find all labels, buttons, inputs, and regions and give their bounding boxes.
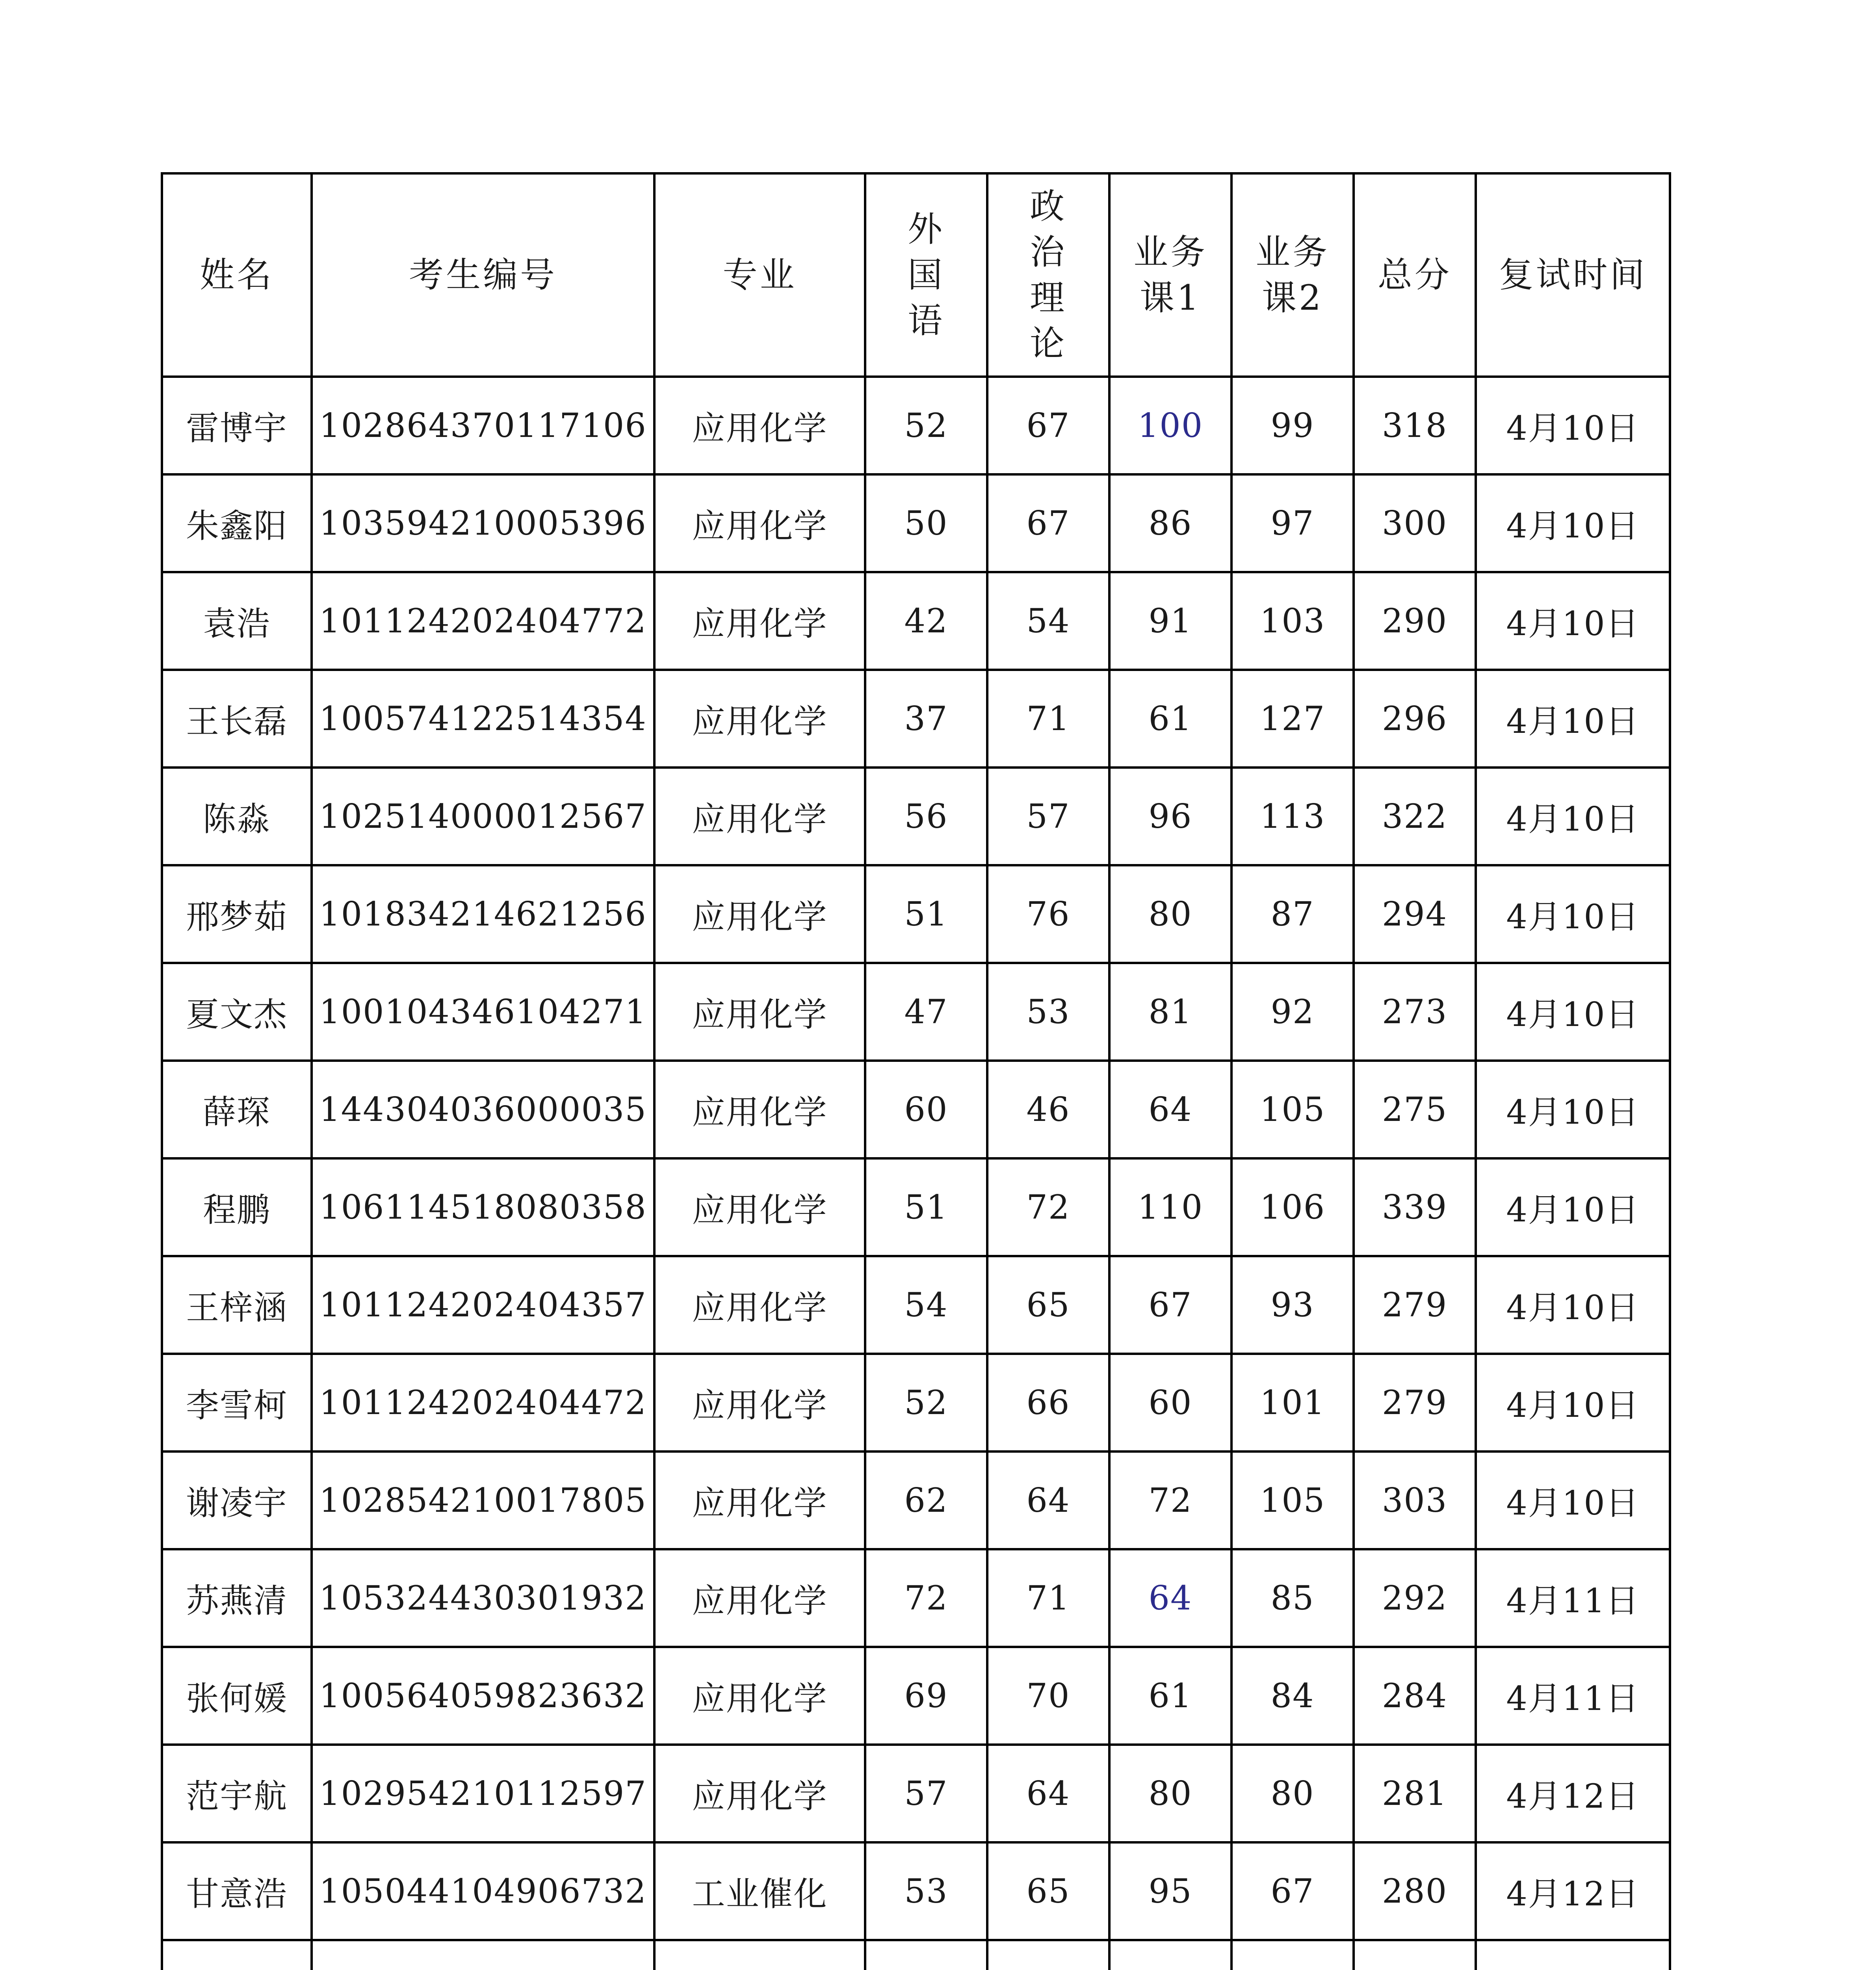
table-row [162, 768, 1670, 865]
cell-total: 303 [1354, 1451, 1476, 1549]
table-row [162, 1451, 1670, 1549]
table-row [162, 865, 1670, 963]
cell-politics: 64 [987, 1451, 1109, 1549]
cell-foreign-language: 52 [865, 377, 987, 474]
cell-course-2: 80 [1231, 1745, 1354, 1842]
cell-course-2: 67 [1231, 1842, 1354, 1940]
cell-total: 300 [1354, 474, 1476, 572]
cell-course-2: 87 [1231, 865, 1354, 963]
cell-course-1: 91 [1109, 572, 1231, 670]
cell-course-2: 105 [1231, 1451, 1354, 1549]
cell-candidate-id: 100574122514354 [312, 670, 654, 768]
cell-candidate-id: 102514000012567 [312, 768, 654, 865]
score-sheet [161, 172, 1671, 1970]
cell-candidate-id: 100564059823632 [312, 1647, 654, 1745]
cell-candidate-id: 106114518080358 [312, 1158, 654, 1256]
header-course-1 [1109, 173, 1231, 377]
header-course-1-text: 业务课1 [1133, 232, 1207, 318]
cell-name: 张何媛 [162, 1647, 312, 1745]
cell-politics: 71 [987, 1549, 1109, 1647]
cell-retest-date: 4月10日 [1476, 474, 1670, 572]
table-row [162, 1256, 1670, 1354]
cell-name: 苏燕清 [162, 1549, 312, 1647]
header-foreign-language [865, 173, 987, 377]
cell-retest-date: 4月10日 [1476, 963, 1670, 1061]
cell-total: 284 [1354, 1647, 1476, 1745]
cell-major: 应用化学 [654, 670, 865, 768]
cell-candidate-id: 105324430301932 [312, 1549, 654, 1647]
cell-major: 应用化学 [654, 1354, 865, 1451]
cell-foreign-language: 60 [865, 1061, 987, 1158]
admission-score-table [161, 172, 1671, 1970]
cell-total: 280 [1354, 1842, 1476, 1940]
table-row [162, 1647, 1670, 1745]
cell-major: 应用化学 [654, 1158, 865, 1256]
cell-retest-date: 4月10日 [1476, 572, 1670, 670]
table-row [162, 670, 1670, 768]
table-row [162, 1940, 1670, 1970]
cell-course-1: 96 [1109, 768, 1231, 865]
cell-politics: 54 [987, 572, 1109, 670]
cell-foreign-language: 69 [865, 1647, 987, 1745]
cell-name: 陈淼 [162, 768, 312, 865]
cell-name [162, 1940, 312, 1970]
table-row [162, 1158, 1670, 1256]
header-major: 专业 [654, 173, 865, 377]
cell-major: 应用化学 [654, 1061, 865, 1158]
cell-total [1354, 1940, 1476, 1970]
table-row [162, 1354, 1670, 1451]
cell-retest-date: 4月10日 [1476, 1061, 1670, 1158]
cell-major [654, 1940, 865, 1970]
cell-candidate-id: 103594210005396 [312, 474, 654, 572]
cell-foreign-language: 51 [865, 1158, 987, 1256]
table-row [162, 1842, 1670, 1940]
header-name: 姓名 [162, 173, 312, 377]
cell-name: 李雪柯 [162, 1354, 312, 1451]
cell-politics: 71 [987, 670, 1109, 768]
cell-major: 应用化学 [654, 377, 865, 474]
cell-candidate-id: 144304036000035 [312, 1061, 654, 1158]
cell-retest-date: 4月10日 [1476, 670, 1670, 768]
cell-politics: 46 [987, 1061, 1109, 1158]
header-course-2 [1231, 173, 1354, 377]
cell-course-2 [1231, 1940, 1354, 1970]
cell-candidate-id: 101834214621256 [312, 865, 654, 963]
cell-politics: 76 [987, 865, 1109, 963]
cell-course-1: 61 [1109, 670, 1231, 768]
cell-politics: 67 [987, 377, 1109, 474]
cell-total: 296 [1354, 670, 1476, 768]
cell-major: 应用化学 [654, 865, 865, 963]
table-row [162, 377, 1670, 474]
cell-politics: 72 [987, 1158, 1109, 1256]
cell-course-2: 93 [1231, 1256, 1354, 1354]
cell-name: 王梓涵 [162, 1256, 312, 1354]
cell-name: 朱鑫阳 [162, 474, 312, 572]
cell-candidate-id [312, 1940, 654, 1970]
cell-politics: 65 [987, 1842, 1109, 1940]
cell-politics: 65 [987, 1256, 1109, 1354]
header-row [162, 173, 1670, 377]
cell-retest-date: 4月12日 [1476, 1745, 1670, 1842]
header-course-2-text: 业务课2 [1255, 232, 1330, 318]
table-row [162, 474, 1670, 572]
cell-retest-date: 4月11日 [1476, 1549, 1670, 1647]
cell-total: 273 [1354, 963, 1476, 1061]
cell-retest-date: 4月10日 [1476, 1354, 1670, 1451]
cell-foreign-language: 42 [865, 572, 987, 670]
cell-total: 318 [1354, 377, 1476, 474]
cell-foreign-language: 56 [865, 768, 987, 865]
cell-candidate-id: 102954210112597 [312, 1745, 654, 1842]
cell-major: 工业催化 [654, 1842, 865, 1940]
cell-course-2: 103 [1231, 572, 1354, 670]
cell-major: 应用化学 [654, 1451, 865, 1549]
cell-retest-date: 4月10日 [1476, 377, 1670, 474]
cell-course-2: 127 [1231, 670, 1354, 768]
cell-foreign-language: 54 [865, 1256, 987, 1354]
cell-foreign-language: 57 [865, 1745, 987, 1842]
cell-retest-date: 4月10日 [1476, 1451, 1670, 1549]
cell-foreign-language: 51 [865, 865, 987, 963]
header-retest-date: 复试时间 [1476, 173, 1670, 377]
cell-retest-date: 4月10日 [1476, 768, 1670, 865]
cell-retest-date: 4月11日 [1476, 1647, 1670, 1745]
cell-course-1: 67 [1109, 1256, 1231, 1354]
cell-total: 275 [1354, 1061, 1476, 1158]
cell-politics: 67 [987, 474, 1109, 572]
header-candidate-id: 考生编号 [312, 173, 654, 377]
cell-politics: 64 [987, 1745, 1109, 1842]
cell-major: 应用化学 [654, 1647, 865, 1745]
cell-name: 夏文杰 [162, 963, 312, 1061]
cell-foreign-language: 50 [865, 474, 987, 572]
cell-course-1: 80 [1109, 1745, 1231, 1842]
cell-retest-date: 4月10日 [1476, 1158, 1670, 1256]
cell-foreign-language [865, 1940, 987, 1970]
cell-course-1 [1109, 1940, 1231, 1970]
cell-course-2: 113 [1231, 768, 1354, 865]
cell-name: 袁浩 [162, 572, 312, 670]
cell-name: 薛琛 [162, 1061, 312, 1158]
cell-course-1: 86 [1109, 474, 1231, 572]
cell-foreign-language: 52 [865, 1354, 987, 1451]
cell-name: 谢凌宇 [162, 1451, 312, 1549]
cell-retest-date: 4月12日 [1476, 1842, 1670, 1940]
cell-course-1: 110 [1109, 1158, 1231, 1256]
cell-politics: 57 [987, 768, 1109, 865]
cell-candidate-id: 102854210017805 [312, 1451, 654, 1549]
cell-course-2: 105 [1231, 1061, 1354, 1158]
cell-foreign-language: 53 [865, 1842, 987, 1940]
cell-foreign-language: 37 [865, 670, 987, 768]
cell-candidate-id: 102864370117106 [312, 377, 654, 474]
cell-politics: 53 [987, 963, 1109, 1061]
cell-major: 应用化学 [654, 1745, 865, 1842]
cell-course-1: 64 [1109, 1061, 1231, 1158]
cell-candidate-id: 105044104906732 [312, 1842, 654, 1940]
cell-course-2: 97 [1231, 474, 1354, 572]
cell-course-1: 72 [1109, 1451, 1231, 1549]
cell-candidate-id: 100104346104271 [312, 963, 654, 1061]
table-row [162, 1745, 1670, 1842]
cell-major: 应用化学 [654, 963, 865, 1061]
cell-course-1: 64 [1109, 1549, 1231, 1647]
cell-name: 范宇航 [162, 1745, 312, 1842]
cell-course-2: 99 [1231, 377, 1354, 474]
cell-total: 281 [1354, 1745, 1476, 1842]
header-politics-text: 政治理论 [1029, 186, 1067, 364]
cell-retest-date: 4月10日 [1476, 865, 1670, 963]
cell-politics: 66 [987, 1354, 1109, 1451]
cell-total: 292 [1354, 1549, 1476, 1647]
cell-retest-date [1476, 1940, 1670, 1970]
table-body [162, 377, 1670, 1970]
cell-major: 应用化学 [654, 1256, 865, 1354]
header-total: 总分 [1354, 173, 1476, 377]
table-row [162, 963, 1670, 1061]
cell-course-2: 101 [1231, 1354, 1354, 1451]
cell-course-1: 60 [1109, 1354, 1231, 1451]
header-politics [987, 173, 1109, 377]
header-foreign-language-text: 外国语 [907, 209, 945, 341]
table-row [162, 1061, 1670, 1158]
cell-course-2: 106 [1231, 1158, 1354, 1256]
cell-candidate-id: 101124202404472 [312, 1354, 654, 1451]
table-row [162, 1549, 1670, 1647]
cell-course-1: 61 [1109, 1647, 1231, 1745]
cell-retest-date: 4月10日 [1476, 1256, 1670, 1354]
cell-total: 290 [1354, 572, 1476, 670]
cell-name: 甘意浩 [162, 1842, 312, 1940]
cell-name: 程鹏 [162, 1158, 312, 1256]
cell-name: 王长磊 [162, 670, 312, 768]
cell-course-1: 100 [1109, 377, 1231, 474]
cell-course-2: 85 [1231, 1549, 1354, 1647]
cell-foreign-language: 62 [865, 1451, 987, 1549]
cell-total: 339 [1354, 1158, 1476, 1256]
cell-name: 雷博宇 [162, 377, 312, 474]
cell-politics [987, 1940, 1109, 1970]
cell-course-2: 92 [1231, 963, 1354, 1061]
cell-total: 279 [1354, 1354, 1476, 1451]
cell-candidate-id: 101124202404357 [312, 1256, 654, 1354]
cell-course-1: 80 [1109, 865, 1231, 963]
cell-course-1: 95 [1109, 1842, 1231, 1940]
cell-course-1: 81 [1109, 963, 1231, 1061]
cell-major: 应用化学 [654, 572, 865, 670]
cell-major: 应用化学 [654, 768, 865, 865]
cell-foreign-language: 47 [865, 963, 987, 1061]
cell-name: 邢梦茹 [162, 865, 312, 963]
table-row [162, 572, 1670, 670]
cell-major: 应用化学 [654, 474, 865, 572]
cell-major: 应用化学 [654, 1549, 865, 1647]
cell-total: 294 [1354, 865, 1476, 963]
cell-total: 279 [1354, 1256, 1476, 1354]
cell-candidate-id: 101124202404772 [312, 572, 654, 670]
cell-foreign-language: 72 [865, 1549, 987, 1647]
cell-total: 322 [1354, 768, 1476, 865]
cell-course-2: 84 [1231, 1647, 1354, 1745]
cell-politics: 70 [987, 1647, 1109, 1745]
